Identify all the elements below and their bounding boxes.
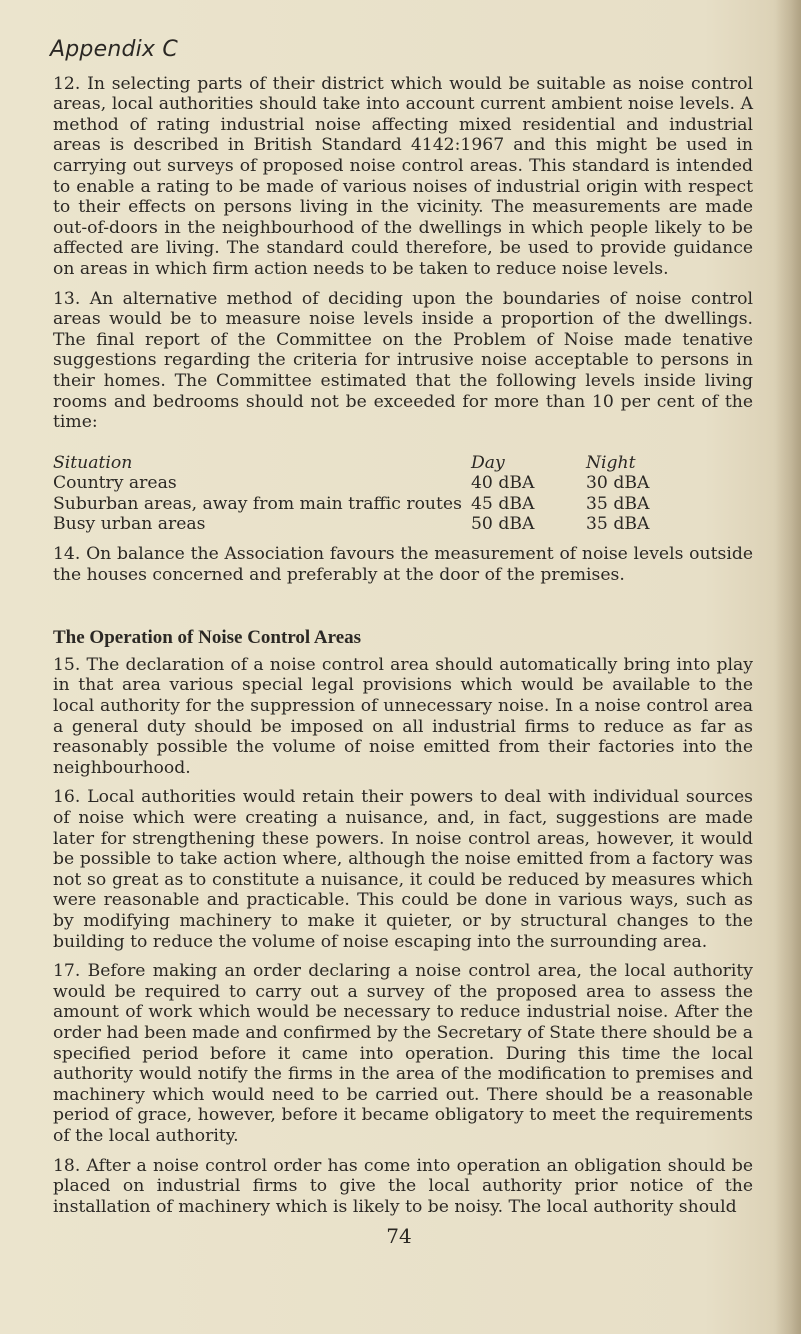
day-cell: 45 dBA	[471, 493, 535, 514]
paragraph-18: 18. After a noise control order has come into operation an obligation should be placed on industrial firms to give the local authority prior notice of the installation of machinery which is likely to be noisy. The local authority should	[53, 1155, 753, 1217]
night-cell: 35 dBA	[586, 493, 650, 514]
day-cell: 40 dBA	[471, 473, 535, 494]
paragraph-14: 14. On balance the Association favours the measurement of noise levels outside the houses concerned and preferably at the door of the premises.	[53, 544, 753, 585]
situation-cell: Country areas	[53, 473, 177, 494]
night-cell: 35 dBA	[586, 514, 650, 535]
section-heading: The Operation of Noise Control Areas	[53, 627, 362, 649]
header-situation: Situation	[53, 452, 133, 473]
night-cell: 30 dBA	[586, 473, 650, 494]
page-edge-shadow	[775, 0, 801, 1334]
page-number: 74	[386, 1224, 412, 1249]
day-cell: 50 dBA	[471, 514, 535, 535]
running-head: Appendix C	[50, 37, 178, 62]
header-night: Night	[586, 452, 636, 473]
paragraph-17: 17. Before making an order declaring a noise control area, the local authority would be required to carry out a survey of the proposed area to assess the amount of work which would be necessary to reduce industrial noise. After the order had been made and confirmed by the Secretary of State there should be a specified period before it came into operation. During this time the local authority would notify the firms in the area of the modification to premises and machinery which would need to be carried out. There should be a reasonable period of grace, however, before it became obligatory to meet the requirements of the local authority.	[53, 961, 753, 1146]
paragraph-13: 13. An alternative method of deciding upon the boundaries of noise control areas would be to measure noise levels inside a proportion of the dwellings. The final report of the Committee on the Problem of Noise made tenative suggestions regarding the criteria for intrusive noise acceptable to persons in their homes. The Committee estimated that the following levels inside living rooms and bedrooms should not be exceeded for more than 10 per cent of the time:	[53, 288, 753, 433]
table-row	[53, 514, 731, 535]
table-row	[53, 494, 731, 515]
header-day: Day	[471, 452, 505, 473]
noise-level-table	[53, 453, 731, 535]
table-row	[53, 473, 731, 494]
page-content	[50, 37, 753, 1249]
situation-cell: Busy urban areas	[53, 514, 206, 535]
paragraph-15: 15. The declaration of a noise control area should automatically bring into play in that area various special legal provisions which would be available to the local authority for the suppression of unnecessary noise. In a noise control area a general duty should be imposed on all industrial firms to reduce as far as reasonably possible the volume of noise emitted from their factories into the neighbourhood.	[53, 654, 753, 778]
paragraph-16: 16. Local authorities would retain their powers to deal with individual sources of noise which were creating a nuisance, and, in fact, suggestions are made later for strengthening these powers. In noise control areas, however, it would be possible to take action where, although the noise emitted from a factory was not so great as to constitute a nuisance, it could be reduced by measures which were reasonable and practicable. This could be done in various ways, such as by modifying machinery to make it quieter, or by structural changes to the building to reduce the volume of noise escaping into the surrounding area.	[53, 787, 753, 952]
table-header-row	[53, 453, 731, 474]
paragraph-12: 12. In selecting parts of their district which would be suitable as noise control areas, local authorities should take into account current ambient noise levels. A method of rating industrial noise affecting mixed residential and industrial areas is described in British Standard 4142:1967 and this might be used in carrying out surveys of proposed noise control areas. This standard is intended to enable a rating to be made of various noises of industrial origin with respect to their effects on persons living in the vicinity. The measurements are made out-of-doors in the neighbourhood of the dwellings in which people likely to be affected are living. The standard could therefore, be used to provide guidance on areas in which firm action needs to be taken to reduce noise levels.	[53, 73, 753, 279]
situation-cell: Suburban areas, away from main traffic routes	[53, 493, 462, 514]
